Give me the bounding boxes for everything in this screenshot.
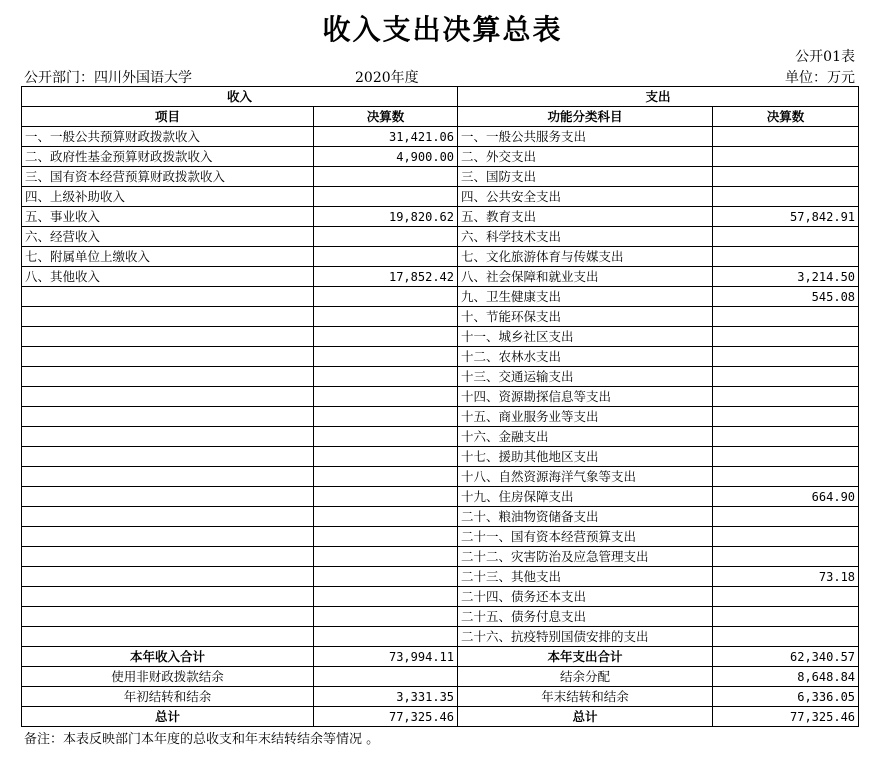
table-row bbox=[22, 187, 859, 207]
department-label: 公开部门：四川外国语大学 bbox=[24, 70, 192, 86]
expense-amount bbox=[713, 347, 859, 367]
form-number: 公开01表 bbox=[795, 49, 855, 65]
summary-expense-label: 本年支出合计 bbox=[458, 647, 713, 667]
income-header: 收入 bbox=[22, 87, 458, 107]
expense-amount bbox=[713, 607, 859, 627]
income-amount bbox=[314, 327, 458, 347]
summary-income-amount: 73,994.11 bbox=[314, 647, 458, 667]
income-amount bbox=[314, 627, 458, 647]
expense-amount bbox=[713, 187, 859, 207]
table-row bbox=[22, 627, 859, 647]
income-amount bbox=[314, 247, 458, 267]
income-item bbox=[22, 567, 314, 587]
table-row bbox=[22, 387, 859, 407]
expense-amount: 3,214.50 bbox=[713, 267, 859, 287]
table-row bbox=[22, 567, 859, 587]
table-row bbox=[22, 167, 859, 187]
expense-amount bbox=[713, 627, 859, 647]
table-row bbox=[22, 147, 859, 167]
summary-income-amount bbox=[314, 667, 458, 687]
income-amount bbox=[314, 487, 458, 507]
table-row bbox=[22, 427, 859, 447]
income-item bbox=[22, 347, 314, 367]
unit-label: 单位：万元 bbox=[785, 70, 855, 86]
income-item bbox=[22, 287, 314, 307]
income-amount bbox=[314, 387, 458, 407]
summary-income-label: 年初结转和结余 bbox=[22, 687, 314, 707]
expense-item: 二十二、灾害防治及应急管理支出 bbox=[458, 547, 713, 567]
income-amount bbox=[314, 547, 458, 567]
expense-amount bbox=[713, 307, 859, 327]
income-item bbox=[22, 447, 314, 467]
expense-item: 十八、自然资源海洋气象等支出 bbox=[458, 467, 713, 487]
page-title: 收入支出决算总表 bbox=[322, 13, 563, 46]
income-amount bbox=[314, 587, 458, 607]
summary-income-label: 使用非财政拨款结余 bbox=[22, 667, 314, 687]
income-amount: 4,900.00 bbox=[314, 147, 458, 167]
expense-item: 二十五、债务付息支出 bbox=[458, 607, 713, 627]
expense-item: 十三、交通运输支出 bbox=[458, 367, 713, 387]
expense-amount bbox=[713, 147, 859, 167]
summary-row bbox=[22, 707, 859, 727]
income-item: 二、政府性基金预算财政拨款收入 bbox=[22, 147, 314, 167]
income-amount bbox=[314, 227, 458, 247]
expense-item: 八、社会保障和就业支出 bbox=[458, 267, 713, 287]
expense-amount bbox=[713, 367, 859, 387]
expense-item: 十五、商业服务业等支出 bbox=[458, 407, 713, 427]
table-row bbox=[22, 527, 859, 547]
expense-amount bbox=[713, 527, 859, 547]
income-item bbox=[22, 407, 314, 427]
income-item bbox=[22, 527, 314, 547]
table-row bbox=[22, 487, 859, 507]
table-row bbox=[22, 367, 859, 387]
income-amount bbox=[314, 347, 458, 367]
summary-income-label: 本年收入合计 bbox=[22, 647, 314, 667]
income-amount bbox=[314, 187, 458, 207]
income-item bbox=[22, 547, 314, 567]
income-item bbox=[22, 367, 314, 387]
expense-item: 十一、城乡社区支出 bbox=[458, 327, 713, 347]
income-amount bbox=[314, 167, 458, 187]
table-row bbox=[22, 247, 859, 267]
income-amount bbox=[314, 567, 458, 587]
summary-income-amount: 77,325.46 bbox=[314, 707, 458, 727]
expense-item: 四、公共安全支出 bbox=[458, 187, 713, 207]
expense-item: 二十四、债务还本支出 bbox=[458, 587, 713, 607]
table-row bbox=[22, 407, 859, 427]
income-amount: 19,820.62 bbox=[314, 207, 458, 227]
income-expense-table bbox=[21, 86, 859, 727]
summary-row bbox=[22, 687, 859, 707]
expense-amount bbox=[713, 427, 859, 447]
table-header-group bbox=[22, 87, 859, 107]
expense-amount bbox=[713, 247, 859, 267]
income-item bbox=[22, 307, 314, 327]
expense-amount bbox=[713, 587, 859, 607]
expense-amount bbox=[713, 447, 859, 467]
expense-header: 支出 bbox=[458, 87, 859, 107]
table-row bbox=[22, 307, 859, 327]
summary-row bbox=[22, 647, 859, 667]
income-item: 四、上级补助收入 bbox=[22, 187, 314, 207]
year-label: 2020年度 bbox=[355, 70, 419, 86]
expense-amount bbox=[713, 167, 859, 187]
summary-expense-label: 年末结转和结余 bbox=[458, 687, 713, 707]
amount2-column-header: 决算数 bbox=[713, 107, 859, 127]
income-amount: 17,852.42 bbox=[314, 267, 458, 287]
income-item bbox=[22, 507, 314, 527]
expense-item: 二十三、其他支出 bbox=[458, 567, 713, 587]
table-row bbox=[22, 607, 859, 627]
table-row bbox=[22, 587, 859, 607]
expense-amount bbox=[713, 327, 859, 347]
income-amount bbox=[314, 287, 458, 307]
income-item bbox=[22, 387, 314, 407]
expense-item: 二十、粮油物资储备支出 bbox=[458, 507, 713, 527]
expense-item: 十二、农林水支出 bbox=[458, 347, 713, 367]
expense-amount bbox=[713, 547, 859, 567]
table-header-columns bbox=[22, 107, 859, 127]
income-item: 六、经营收入 bbox=[22, 227, 314, 247]
income-amount bbox=[314, 467, 458, 487]
table-row bbox=[22, 287, 859, 307]
table-row bbox=[22, 207, 859, 227]
table-row bbox=[22, 227, 859, 247]
expense-item: 九、卫生健康支出 bbox=[458, 287, 713, 307]
expense-item: 十九、住房保障支出 bbox=[458, 487, 713, 507]
table-row bbox=[22, 447, 859, 467]
table-row bbox=[22, 267, 859, 287]
income-item: 一、一般公共预算财政拨款收入 bbox=[22, 127, 314, 147]
table-row bbox=[22, 547, 859, 567]
income-item bbox=[22, 487, 314, 507]
summary-expense-amount: 6,336.05 bbox=[713, 687, 859, 707]
expense-amount bbox=[713, 467, 859, 487]
expense-amount: 545.08 bbox=[713, 287, 859, 307]
expense-item: 七、文化旅游体育与传媒支出 bbox=[458, 247, 713, 267]
expense-item: 十七、援助其他地区支出 bbox=[458, 447, 713, 467]
item-column-header: 项目 bbox=[22, 107, 314, 127]
income-item bbox=[22, 467, 314, 487]
expense-item: 十四、资源勘探信息等支出 bbox=[458, 387, 713, 407]
expense-amount bbox=[713, 127, 859, 147]
expense-item: 五、教育支出 bbox=[458, 207, 713, 227]
expense-amount: 73.18 bbox=[713, 567, 859, 587]
table-row bbox=[22, 347, 859, 367]
expense-item: 十六、金融支出 bbox=[458, 427, 713, 447]
income-item bbox=[22, 427, 314, 447]
income-amount bbox=[314, 607, 458, 627]
expense-item: 二、外交支出 bbox=[458, 147, 713, 167]
income-amount bbox=[314, 507, 458, 527]
expense-item: 十、节能环保支出 bbox=[458, 307, 713, 327]
expense-item: 二十六、抗疫特别国债安排的支出 bbox=[458, 627, 713, 647]
expense-amount bbox=[713, 407, 859, 427]
income-amount bbox=[314, 307, 458, 327]
summary-expense-label: 结余分配 bbox=[458, 667, 713, 687]
expense-item: 六、科学技术支出 bbox=[458, 227, 713, 247]
summary-expense-amount: 77,325.46 bbox=[713, 707, 859, 727]
income-amount bbox=[314, 367, 458, 387]
amount-column-header: 决算数 bbox=[314, 107, 458, 127]
expense-amount: 664.90 bbox=[713, 487, 859, 507]
summary-expense-amount: 62,340.57 bbox=[713, 647, 859, 667]
summary-income-amount: 3,331.35 bbox=[314, 687, 458, 707]
income-item: 五、事业收入 bbox=[22, 207, 314, 227]
expense-amount bbox=[713, 387, 859, 407]
expense-item: 三、国防支出 bbox=[458, 167, 713, 187]
expense-item: 一、一般公共服务支出 bbox=[458, 127, 713, 147]
income-item bbox=[22, 627, 314, 647]
category-column-header: 功能分类科目 bbox=[458, 107, 713, 127]
expense-item: 二十一、国有资本经营预算支出 bbox=[458, 527, 713, 547]
income-amount bbox=[314, 407, 458, 427]
expense-amount bbox=[713, 507, 859, 527]
footnote: 备注：本表反映部门本年度的总收支和年末结转结余等情况 。 bbox=[24, 732, 380, 747]
table-row bbox=[22, 467, 859, 487]
income-item: 三、国有资本经营预算财政拨款收入 bbox=[22, 167, 314, 187]
income-item: 七、附属单位上缴收入 bbox=[22, 247, 314, 267]
summary-income-label: 总计 bbox=[22, 707, 314, 727]
table-row bbox=[22, 127, 859, 147]
expense-amount bbox=[713, 227, 859, 247]
table-row bbox=[22, 327, 859, 347]
summary-row bbox=[22, 667, 859, 687]
income-item bbox=[22, 587, 314, 607]
income-amount bbox=[314, 427, 458, 447]
income-item bbox=[22, 327, 314, 347]
summary-expense-amount: 8,648.84 bbox=[713, 667, 859, 687]
summary-expense-label: 总计 bbox=[458, 707, 713, 727]
income-amount bbox=[314, 447, 458, 467]
expense-amount: 57,842.91 bbox=[713, 207, 859, 227]
income-amount: 31,421.06 bbox=[314, 127, 458, 147]
income-amount bbox=[314, 527, 458, 547]
income-item bbox=[22, 607, 314, 627]
table-row bbox=[22, 507, 859, 527]
income-item: 八、其他收入 bbox=[22, 267, 314, 287]
